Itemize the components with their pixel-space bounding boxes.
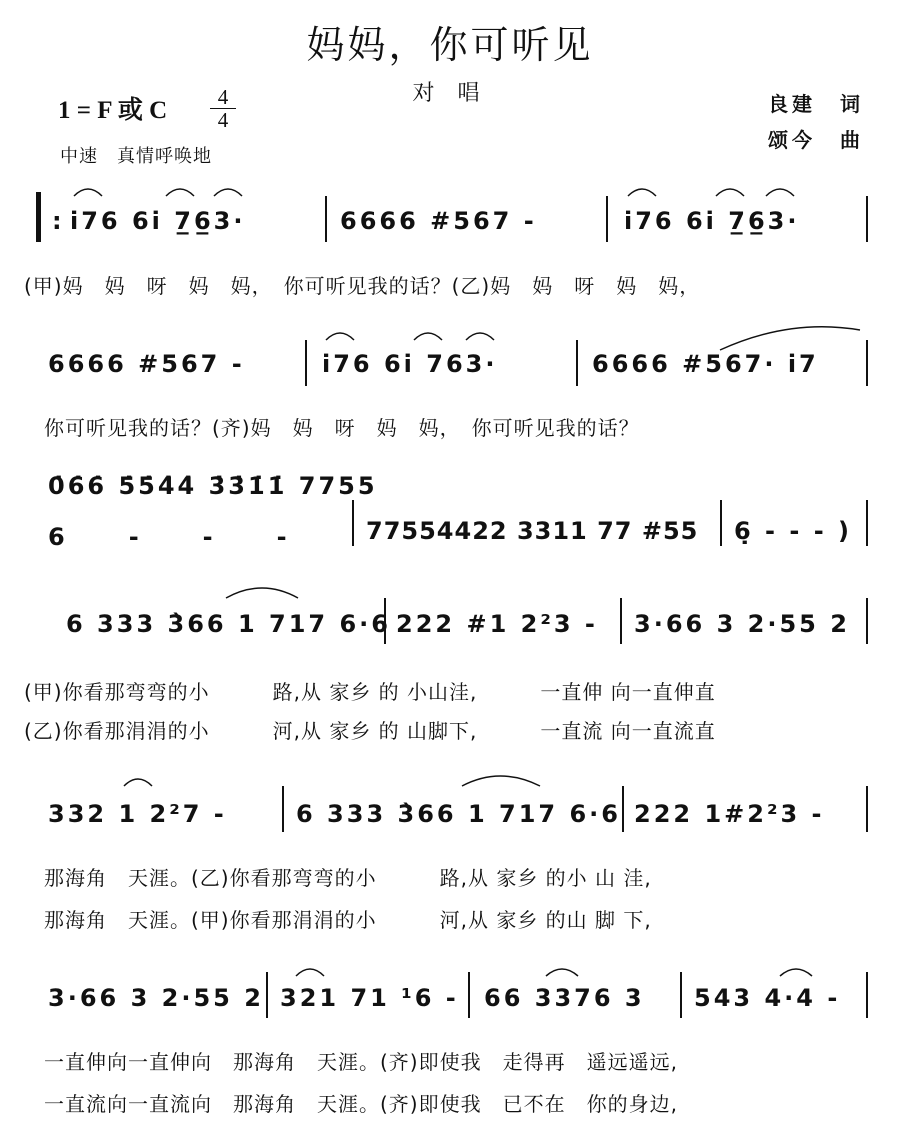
row6-lyrics-verse1: 一直伸向一直伸向 那海角 天涯。(齐)即使我 走得再 遥远遥远, — [44, 1050, 678, 1074]
row3-measure-3: 6̣ - - - ) — [734, 517, 852, 545]
row1-measure-2: 6666 #567 - — [340, 207, 537, 235]
song-subtitle: 对 唱 — [412, 81, 488, 106]
row1-measure-3: i̇76 6i̇ 7̲6̲3· — [624, 207, 800, 235]
row5-lyrics-verse1: 那海角 天涯。(乙)你看那弯弯的小 路,从 家乡 的小 山 洼, — [44, 866, 652, 890]
composer-credit: 颂今 曲 — [768, 128, 864, 152]
row5-measure-3: 222 1#2²3 - — [634, 800, 825, 828]
row3-lower-voice: 6 - - - — [48, 523, 307, 551]
row4-measure-2: 222 #1 2²3 - — [396, 610, 598, 638]
lyricist-credit: 良建 词 — [768, 92, 864, 116]
row5-measure-2: 6 333 3̀66 1 717 6·6 — [296, 800, 621, 828]
row5-lyrics-verse2: 那海角 天涯。(甲)你看那涓涓的小 河,从 家乡 的山 脚 下, — [44, 908, 652, 932]
row4-measure-1: 6 333 3̀66 1 717 6·6 — [66, 610, 391, 638]
row2-measure-2: i̇76 6i̇ 763· — [322, 350, 498, 378]
row6-measure-4: 543 4·4 - — [694, 984, 841, 1012]
row3-upper-voice: 0̇6̇6̇ 5̇5̇4̇4̇ 3̇3̇1̇1̇ 7755 — [48, 472, 378, 500]
time-signature-bottom: 4 — [217, 108, 229, 132]
row2-measure-3: 6666 #567· i̇7 — [592, 350, 819, 378]
row6-measure-3: 66 3376 3 — [484, 984, 645, 1012]
row5-measure-1: 332 1 2²7 - — [48, 800, 227, 828]
row1-lyrics: (甲)妈 妈 呀 妈 妈， 你可听见我的话？(乙)妈 妈 呀 妈 妈， — [24, 274, 701, 298]
row4-lyrics-verse2: (乙)你看那涓涓的小 河,从 家乡 的 山脚下, 一直流 向一直流直 — [24, 719, 716, 743]
row4-measure-3: 3·66 3 2·55 2 — [634, 610, 850, 638]
tempo-marking: 中速 真情呼唤地 — [60, 146, 212, 167]
repeat-dots: : — [52, 207, 65, 235]
row6-measure-2: 321 71 ¹6 - — [280, 984, 459, 1012]
row2-measure-1: 6666 #567 - — [48, 350, 245, 378]
row1-measure-1: i̇76 6i̇ 7̲6̲3· — [70, 207, 246, 235]
time-signature-top: 4 — [217, 85, 229, 109]
song-title: 妈妈，你可听见 — [306, 23, 594, 67]
row2-lyrics: 你可听见我的话？(齐)妈 妈 呀 妈 妈， 你可听见我的话？ — [44, 416, 640, 440]
row6-measure-1: 3·66 3 2·55 2 — [48, 984, 264, 1012]
key-signature: 1 = F 或 C — [58, 97, 168, 124]
row3-measure-2: 77554422 3311 77 #55 — [366, 517, 699, 545]
row4-lyrics-verse1: (甲)你看那弯弯的小 路,从 家乡 的 小山洼, 一直伸 向一直伸直 — [24, 680, 716, 704]
row6-lyrics-verse2: 一直流向一直流向 那海角 天涯。(齐)即使我 已不在 你的身边, — [44, 1092, 678, 1116]
